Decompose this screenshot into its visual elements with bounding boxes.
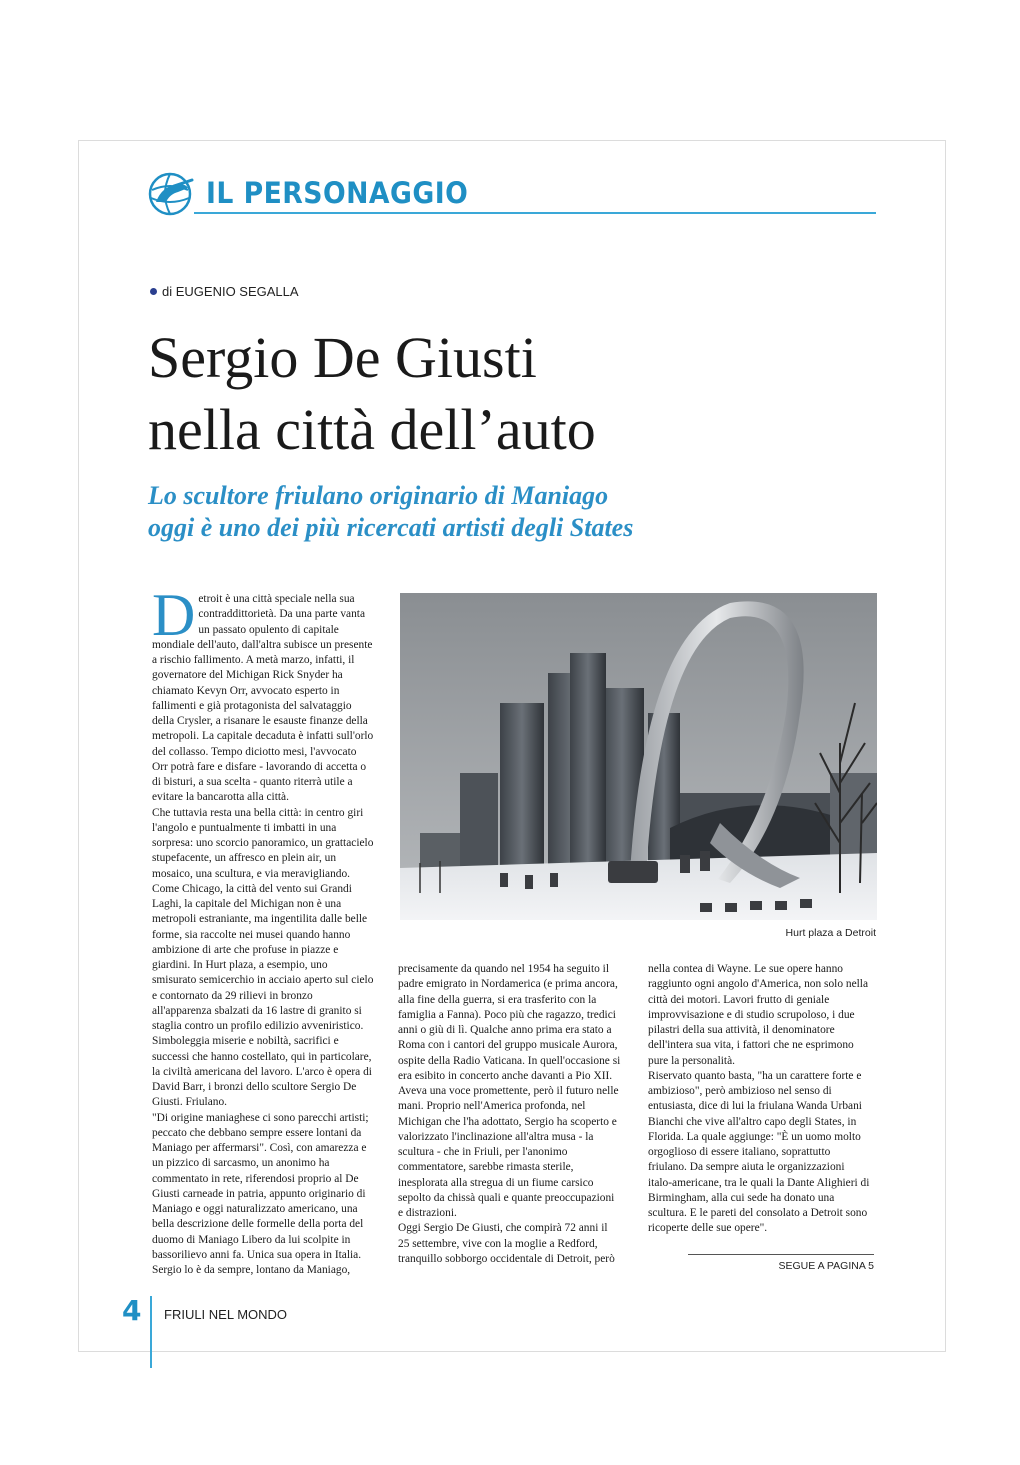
text-line: dell'intera sua vita, i fattori che ne esprimono (648, 1039, 854, 1052)
text-line: scultura - che in Friuli, per l'anonimo (398, 1146, 568, 1158)
text-line: un passato opulento di capitale (198, 623, 339, 636)
text-line: Riservato quanto basta, "ha un carattere forte e (648, 1069, 862, 1082)
text-line: Che tuttavia resta una bella città: in centro giri (152, 806, 364, 819)
text-line: orgoglioso di essere italiano, soprattutto (648, 1146, 831, 1158)
text-line: Bianchi che vive all'altro capo degli States, in (648, 1115, 857, 1128)
text-line: del collasso. Tempo diciotto mesi, l'avvocato (152, 745, 357, 758)
text-line: Laghi, la capitale del Michigan non è una (152, 898, 342, 910)
text-line: Simboleggia miserie e nobiltà, sacrifici e (152, 1035, 339, 1048)
text-line: Sergio lo è da sempre, lontano da Maniago, (152, 1264, 351, 1276)
text-line: giardini. In Hurt plaza, a esempio, uno (152, 959, 328, 971)
text-line: e distrazioni. (398, 1207, 457, 1219)
text-line: commentato in rete, riferendosi proprio al De (152, 1172, 359, 1185)
text-line: David Barr, i bronzi dello scultore Sergio De (152, 1081, 357, 1093)
column-2-paragraph-1 (398, 962, 626, 1221)
text-line: Maniago per affermarsi". Così, con amarezza e (152, 1142, 367, 1154)
text-line: Roma con i cantori del gruppo musicale Aurora, (398, 1039, 618, 1052)
text-line: a rischio fallimento. A metà marzo, infatti, il (152, 654, 355, 666)
text-line: valorizzato l'inclinazione all'altra musa - la (398, 1130, 594, 1143)
text-line: Aveva una voce promettente, però il futuro nelle (398, 1085, 619, 1097)
bullet-icon (150, 288, 157, 295)
text-line: sepolto da chissà quali e quante preoccupazioni (398, 1191, 615, 1204)
drop-cap: D (152, 582, 196, 648)
continue-note: SEGUE A PAGINA 5 (778, 1260, 874, 1272)
subtitle (148, 480, 848, 544)
text-line: Florida. La quale aggiunge: "È un uomo molto (648, 1130, 861, 1143)
text-line: era esibito in concerto anche davanti a Pio XII. (398, 1069, 613, 1082)
text-line: raggiunto ogni angolo d'America, non solo nella (648, 978, 869, 991)
text-line: governatore del Michigan Rick Snyder ha (152, 669, 343, 682)
footer-rule (150, 1296, 152, 1368)
text-line: mosaico, una scultura, e via meravigliando. (152, 867, 351, 880)
article-column-1 (152, 582, 380, 1278)
text-line: la civiltà americana del lavoro. L'arco è opera di (152, 1065, 372, 1078)
column-2-paragraph-2 (398, 1221, 626, 1267)
text-line: anni o giù di lì. Qualche anno prima era stato a (398, 1024, 612, 1036)
section-title: IL PERSONAGGIO (206, 176, 469, 210)
text-line: bella descrizione delle formelle della porta del (152, 1218, 364, 1231)
text-line: tranquillo sobborgo occidentale di Detroit, però (398, 1252, 615, 1265)
text-line: successi che hanno costellato, qui in particolare, (152, 1050, 372, 1063)
text-line: Come Chicago, la città del vento sui Grandi (152, 882, 352, 895)
subtitle-line-1: Lo scultore friulano originario di Maniago (148, 481, 609, 510)
text-line: e contornato da 29 rilievi in bronzo (152, 989, 313, 1002)
text-line: pilastri della sua attività, il denominatore (648, 1024, 835, 1036)
text-line: friulano. Da sempre aiuta le organizzazioni (648, 1161, 845, 1174)
text-line: contraddittorietà. Da una parte vanta (198, 608, 366, 621)
text-line: entusiasta, dice di lui la friulana Wanda Urbani (648, 1100, 862, 1113)
text-line: mondiale dell'auto, dall'altra subisce un presente (152, 638, 373, 651)
text-line: inesplorata alla stregua di un fiume carsico (398, 1176, 594, 1189)
text-line: commentatore, sarebbe rimasta sterile, (398, 1161, 574, 1174)
publication-name: FRIULI NEL MONDO (164, 1307, 288, 1322)
text-line: famiglia a Fanna). Poco più che ragazzo, tredici (398, 1008, 616, 1021)
text-line: della Crysler, a risanare le esauste finanze della (152, 715, 368, 727)
globe-hand-logo-icon (148, 172, 194, 216)
text-line: duomo di Maniago Libero da lui scolpite in (152, 1233, 351, 1246)
text-line: scultura. E le pareti del consolato a Detroit sono (648, 1207, 868, 1219)
text-line: Birmingham, alla cui sede ha donato una (648, 1191, 835, 1204)
text-line: padre emigrato in Nordamerica (e prima ancora, (398, 978, 618, 991)
page-number: 4 (122, 1294, 142, 1327)
column-3-paragraph-1 (648, 962, 876, 1069)
text-line: Giusti carneade in patria, appunto originario di (152, 1187, 366, 1200)
column-3-paragraph-2 (648, 1069, 876, 1237)
text-line: nella contea di Wayne. Le sue opere hanno (648, 963, 843, 975)
text-line: Orr potrà fare e disfare - lavorando di accetta o (152, 760, 367, 773)
text-line: città dei motori. Lavori frutto di geniale (648, 993, 830, 1006)
text-line: chiamato Kevyn Orr, avvocato esperto in (152, 684, 340, 697)
text-line: forme, sia raccolte nei musei quando hanno (152, 928, 351, 941)
headline (148, 322, 848, 466)
text-line: evitare la bancarotta alla città. (152, 791, 289, 804)
text-line: di bisturi, a sua scelta - quanto riterrà utile a (152, 776, 353, 788)
text-line: mani. Proprio nell'America profonda, nel (398, 1100, 586, 1113)
text-line: Michigan che l'ha adottato, Sergio ha scoperto e (398, 1115, 617, 1128)
text-line: etroit è una città speciale nella sua (198, 593, 355, 605)
text-line: "Di origine maniaghese ci sono parecchi artisti; (152, 1111, 369, 1124)
text-line: l'angolo e puntualmente ti imbatti in una (152, 821, 337, 834)
article-end-rule (688, 1254, 874, 1255)
text-line: precisamente da quando nel 1954 ha seguito il (398, 963, 609, 975)
headline-line-2: nella città dell’auto (148, 397, 596, 462)
text-line: stupefacente, un affresco en plein air, un (152, 852, 337, 865)
text-line: peccato che debbano sempre essere lontani da (152, 1126, 362, 1139)
text-line: pure la personalità. (648, 1054, 735, 1067)
text-line: all'apparenza sbalzati da 16 lastre di granito si (152, 1004, 362, 1017)
text-line: ambizione di arte che profuse in piazze e (152, 943, 339, 956)
text-line: bassorilievo anni fa. Unica sua opera in Italia. (152, 1248, 362, 1261)
column-1-paragraph-2 (152, 806, 380, 1111)
byline (150, 284, 299, 299)
section-rule (194, 212, 876, 214)
byline-text: di EUGENIO SEGALLA (162, 284, 299, 299)
article-column-2 (398, 962, 626, 1267)
text-line: un pizzico di sarcasmo, un anonimo ha (152, 1157, 330, 1170)
text-line: ricoperte delle sue opere". (648, 1222, 768, 1235)
article-column-3 (648, 962, 876, 1237)
text-line: Giusti. Friulano. (152, 1096, 227, 1109)
text-line: ambizioso", però ambizioso nel senso di (648, 1085, 832, 1097)
text-line: 25 settembre, vive con la moglie a Redford, (398, 1237, 598, 1250)
column-1-paragraph-3 (152, 1111, 380, 1279)
subtitle-line-2: oggi è uno dei più ricercati artisti degli States (148, 513, 634, 542)
text-line: Oggi Sergio De Giusti, che compirà 72 anni il (398, 1222, 608, 1235)
hurt-plaza-photo (400, 593, 877, 920)
text-line: staglia contro un profilo edilizio avveniristico. (152, 1020, 364, 1032)
text-line: sorpresa: uno scorcio panoramico, un grattacielo (152, 837, 374, 849)
text-line: italo-americane, tra le quali la Dante Alighieri di (648, 1176, 870, 1189)
section-header (148, 172, 876, 216)
text-line: smisurato semicerchio in acciaio aperto sul cielo (152, 974, 374, 987)
text-line: alla fine della guerra, si era trasferito con la (398, 993, 597, 1006)
text-line: fallimenti e già protagonista del salvataggio (152, 699, 352, 712)
photo-caption: Hurt plaza a Detroit (785, 927, 876, 939)
text-line: improvvisazione e di studio scrupoloso, i due (648, 1008, 855, 1021)
text-line: metropoli. La capitale decaduta è infatti sull'orlo (152, 730, 374, 743)
headline-line-1: Sergio De Giusti (148, 325, 537, 390)
text-line: metropoli estraniante, ma ingentilita dalle belle (152, 913, 368, 926)
text-line: ospite della Radio Vaticana. In quell'occasione si (398, 1054, 621, 1067)
text-line: Maniago e oggi naturalizzato americano, una (152, 1203, 358, 1215)
